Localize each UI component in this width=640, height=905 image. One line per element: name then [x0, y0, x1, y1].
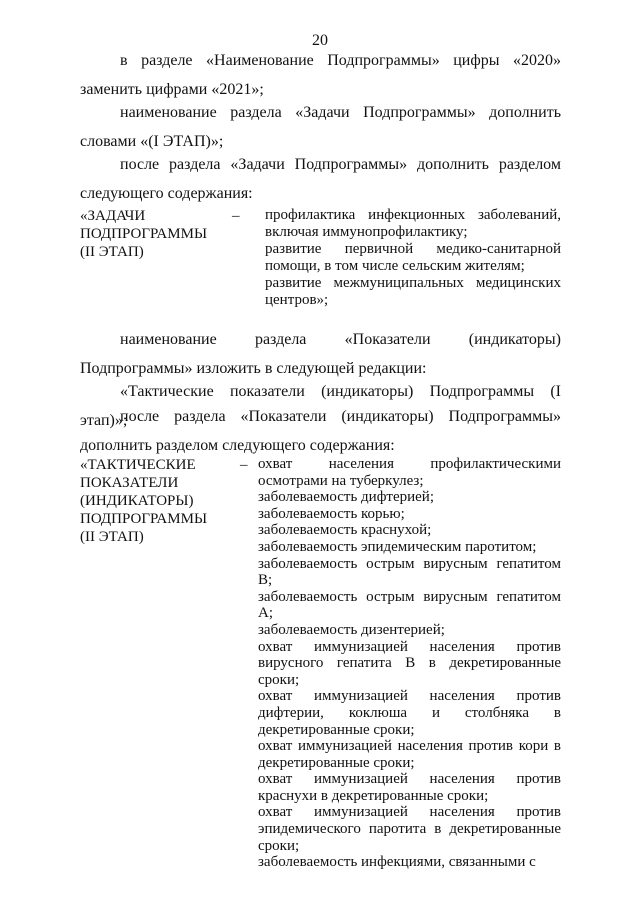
list-item: охват иммунизацией населения против вирусного гепатита В в декретированные сроки; [258, 638, 561, 688]
indicators-stage2-dash: – [240, 457, 248, 473]
tasks-stage2-dash: – [232, 208, 240, 224]
tasks-stage2-list [265, 207, 561, 309]
list-item: заболеваемость острым вирусным гепатитом В; [258, 555, 561, 589]
tasks-stage2-heading: «ЗАДАЧИ ПОДПРОГРАММЫ (II ЭТАП) [80, 208, 208, 260]
indicators-stage2-list [258, 456, 561, 871]
list-item: профилактика инфекционных заболеваний, включая иммунопрофилактику; [265, 207, 561, 240]
list-item: заболеваемость дизентерией; [258, 621, 445, 638]
list-item: заболеваемость дифтерией; [258, 489, 435, 506]
tasks-stage2-block [80, 207, 561, 317]
list-item: охват иммунизацией населения против эпидемического паротита в декретированные сроки; [258, 804, 561, 854]
paragraph-add-indicators-section: после раздела «Показатели (индикаторы) Подпрограммы» дополнить разделом следующего содержания: [80, 408, 561, 454]
list-item: заболеваемость корью; [258, 505, 405, 522]
paragraph-rename-indicators: наименование раздела «Показатели (индикаторы) Подпрограммы» изложить в следующей редакции: [80, 331, 561, 377]
paragraph-rename-tasks: наименование раздела «Задачи Подпрограммы» дополнить словами «(I ЭТАП)»; [80, 104, 561, 150]
list-item: заболеваемость краснухой; [258, 522, 432, 539]
list-item: заболеваемость острым вирусным гепатитом А; [258, 588, 561, 622]
paragraph-tactical-indicators-stage1: «Тактические показатели (индикаторы) Подпрограммы (I этап)»; [80, 383, 561, 429]
list-item: заболеваемость инфекциями, связанными с [258, 854, 536, 871]
list-item: охват населения профилактическими осмотрами на туберкулез; [258, 456, 561, 489]
page-number: 20 [312, 32, 328, 49]
paragraph-add-tasks-section: после раздела «Задачи Подпрограммы» дополнить разделом следующего содержания: [80, 156, 561, 202]
list-item: развитие межмуниципальных медицинских центров»; [265, 275, 561, 308]
list-item: охват иммунизацией населения против дифтерии, коклюша и столбняка в декретированные сроки; [258, 688, 561, 738]
indicators-stage2-block [80, 456, 561, 871]
list-item: развитие первичной медико-санитарной помощи, в том числе сельским жителям; [265, 241, 561, 274]
list-item: охват иммунизацией населения против краснухи в декретированные сроки; [258, 771, 561, 804]
list-item: заболеваемость эпидемическим паротитом; [258, 538, 537, 555]
paragraph-change-digits: в разделе «Наименование Подпрограммы» цифры «2020» заменить цифрами «2021»; [80, 52, 561, 98]
list-item: охват иммунизацией населения против кори в декретированные сроки; [258, 738, 561, 771]
indicators-stage2-heading: «ТАКТИЧЕСКИЕ ПОКАЗАТЕЛИ (ИНДИКАТОРЫ) ПОДПРОГРАММЫ (II ЭТАП) [80, 457, 208, 545]
